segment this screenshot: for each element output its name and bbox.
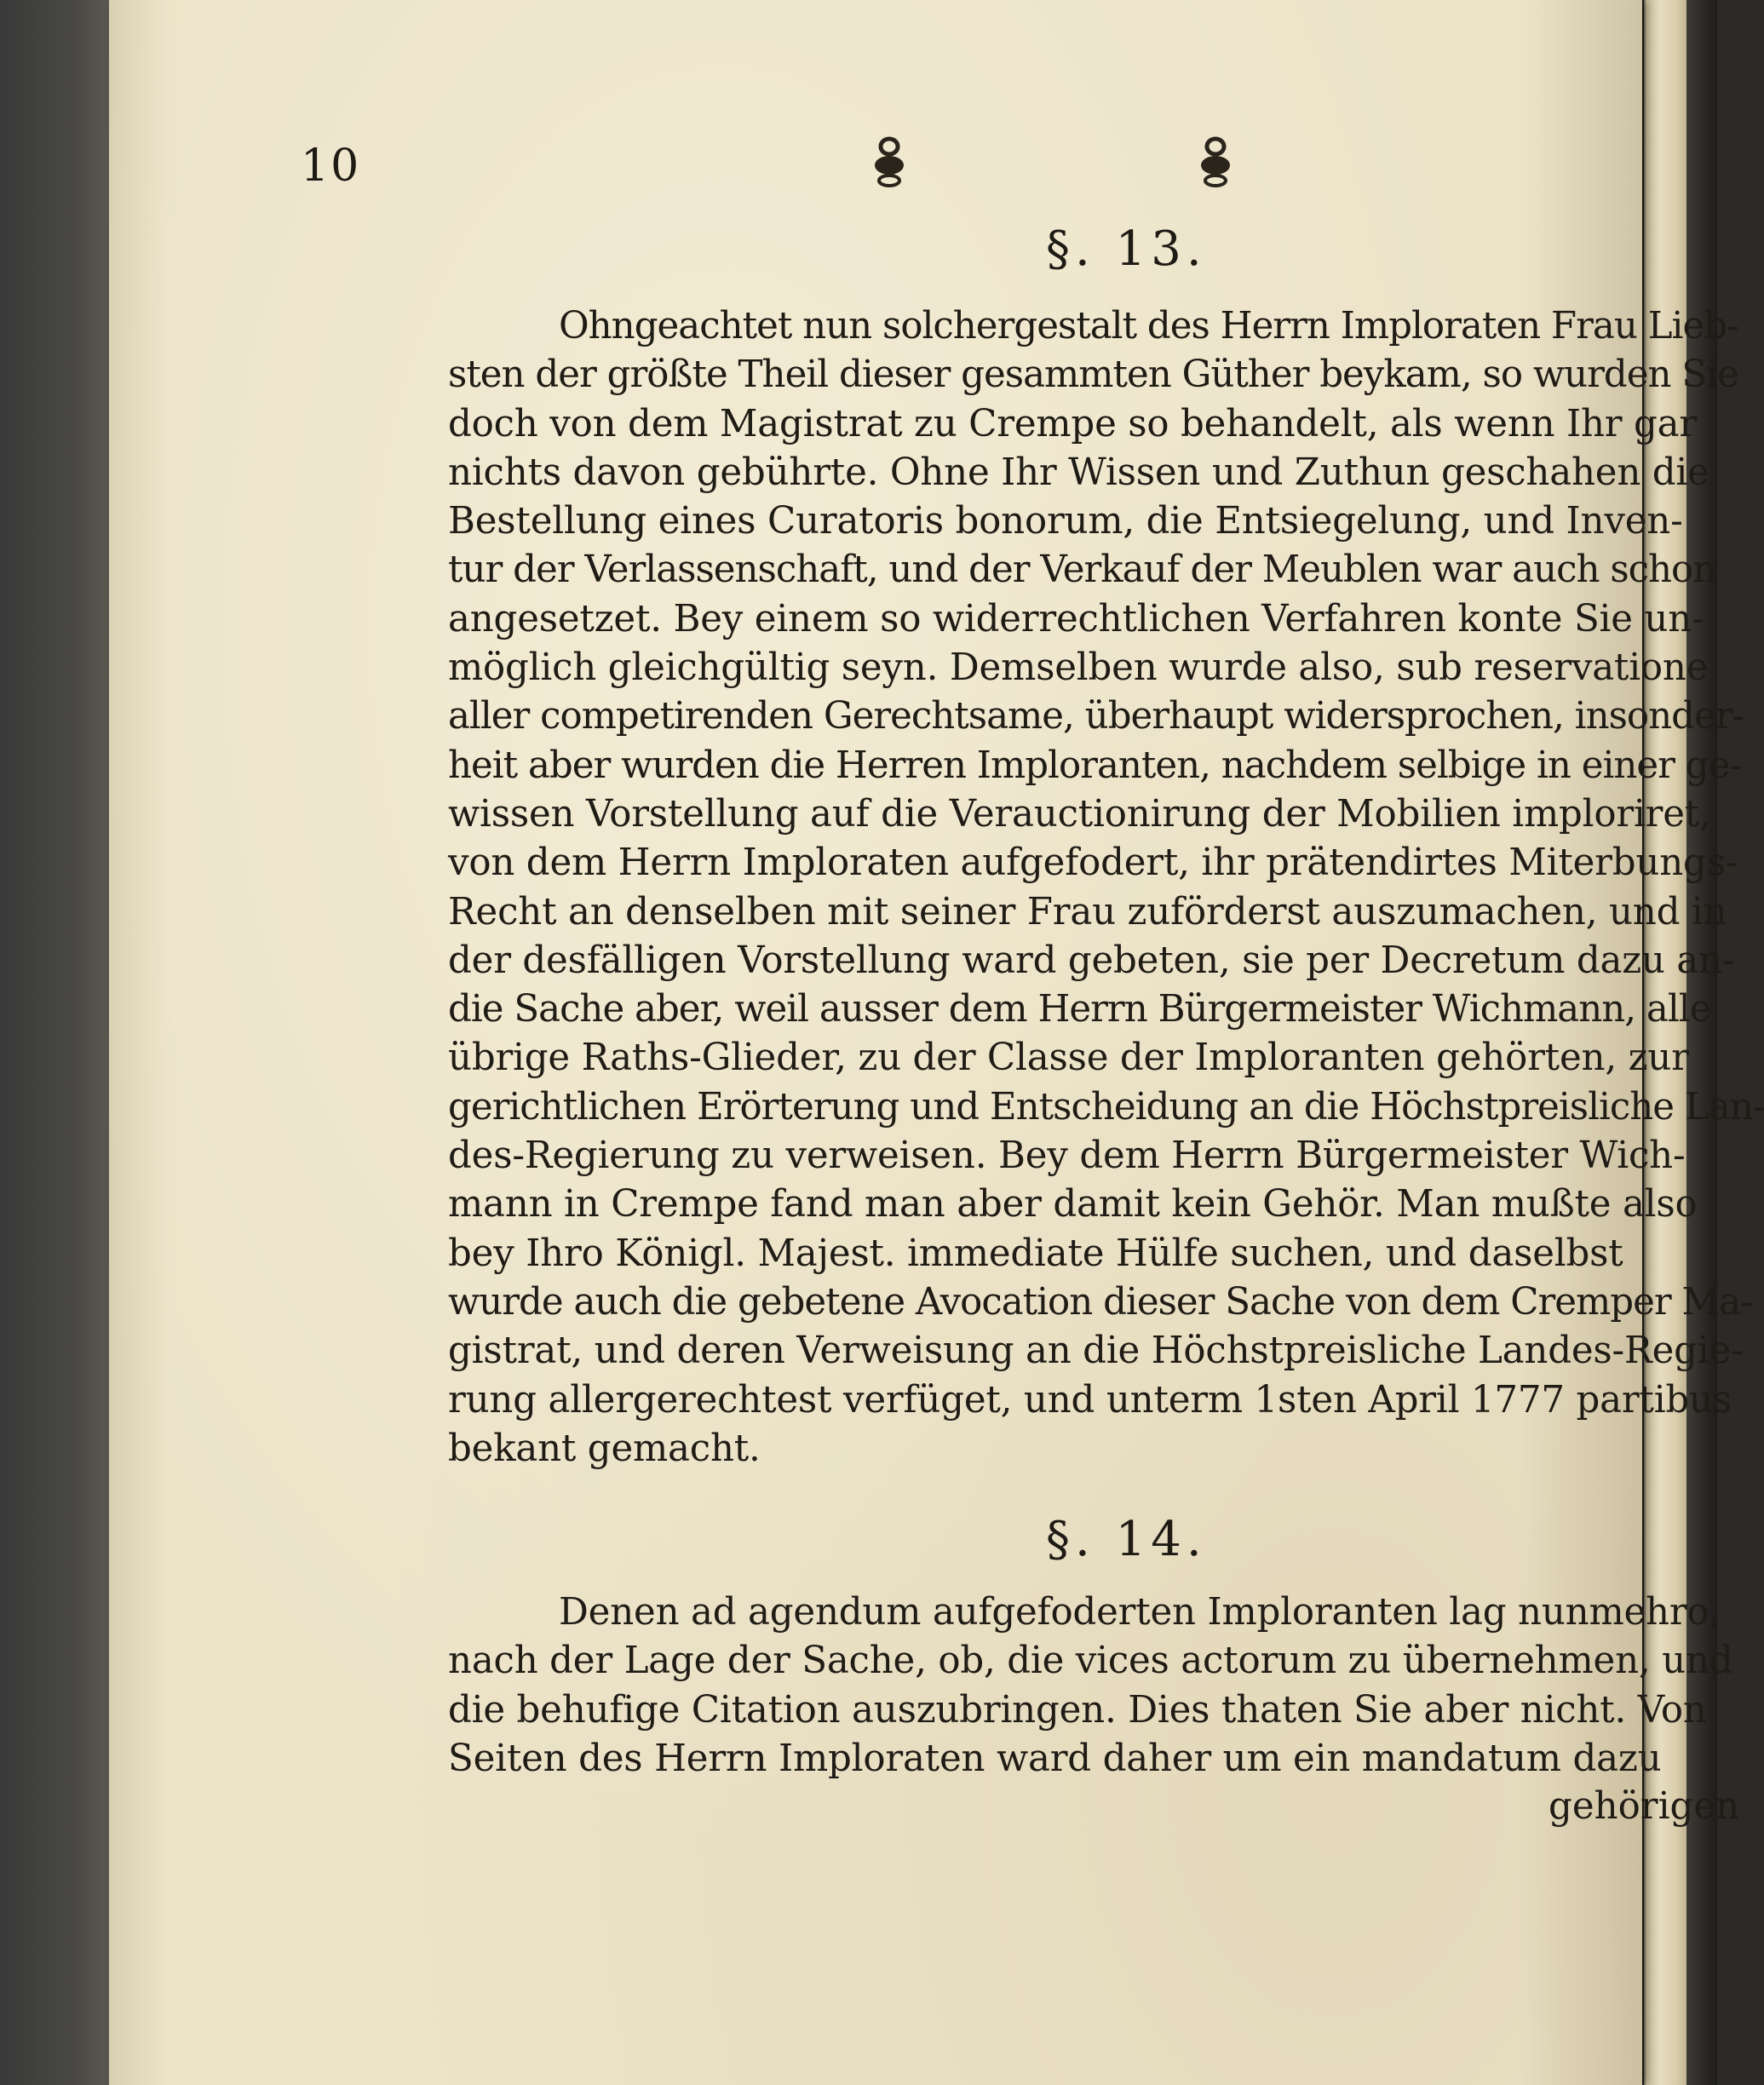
text-line: angesetzet. Bey einem so widerrechtlichen Verfahren konte Sie un-	[448, 597, 1704, 640]
text-line: Recht an denselben mit seiner Frau zuförderst auszumachen, und in	[448, 890, 1727, 933]
text-line: aller competirenden Gerechtsame, überhaupt widersprochen, insonder-	[448, 695, 1744, 738]
scan-background-left	[0, 0, 109, 2085]
text-line: Ohngeachtet nun solchergestalt des Herrn Imploraten Frau Lieb-	[559, 305, 1738, 348]
text-line: nichts davon gebührte. Ohne Ihr Wissen und Zuthun geschahen die	[448, 451, 1709, 494]
text-line: nach der Lage der Sache, ob, die vices actorum zu übernehmen, und	[448, 1640, 1733, 1683]
text-line: von dem Herrn Imploraten aufgefodert, ihr prätendirtes Miterbungs-	[448, 841, 1738, 885]
text-line: der desfälligen Vorstellung ward gebeten, sie per Decretum dazu an-	[448, 939, 1735, 982]
text-line: sten der größte Theil dieser gesammten Güther beykam, so wurden Sie	[448, 353, 1738, 397]
ornament-icon	[1196, 136, 1235, 187]
page-number: 10	[301, 141, 361, 192]
text-line: gerichtlichen Erörterung und Entscheidung an die Höchstpreisliche Lan-	[448, 1085, 1764, 1129]
text-line: übrige Raths-Glieder, zu der Classe der Imploranten gehörten, zur	[448, 1037, 1689, 1080]
text-line: Denen ad agendum aufgefoderten Imploranten lag nunmehro,	[559, 1591, 1721, 1634]
text-line: möglich gleichgültig seyn. Demselben wurde also, sub reservatione	[448, 646, 1709, 690]
catchword: gehörigen	[1549, 1785, 1740, 1828]
text-line: heit aber wurden die Herren Imploranten, nachdem selbige in einer ge-	[448, 744, 1742, 787]
text-line: Bestellung eines Curatoris bonorum, die Entsiegelung, und Inven-	[448, 500, 1683, 543]
section-14-text	[448, 1588, 1747, 1783]
text-line: mann in Crempe fand man aber damit kein Gehör. Man mußte also	[448, 1183, 1698, 1226]
section-heading-13: §. 13.	[1046, 221, 1207, 277]
text-line: die behufige Citation auszubringen. Dies thaten Sie aber nicht. Von	[448, 1688, 1707, 1732]
text-line: gistrat, und deren Verweisung an die Höchstpreisliche Landes-Regie-	[448, 1330, 1744, 1373]
text-line: die Sache aber, weil ausser dem Herrn Bürgermeister Wichmann, alle	[448, 988, 1711, 1031]
text-line: bekant gemacht.	[448, 1427, 761, 1470]
text-line: bey Ihro Königl. Majest. immediate Hülfe suchen, und daselbst	[448, 1232, 1623, 1275]
section-13-text	[448, 302, 1764, 1473]
text-line: rung allergerechtest verfüget, und unterm 1sten April 1777 partibus	[448, 1378, 1732, 1422]
text-line: des-Regierung zu verweisen. Bey dem Herrn Bürgermeister Wich-	[448, 1134, 1686, 1178]
text-line: doch von dem Magistrat zu Crempe so behandelt, als wenn Ihr gar	[448, 402, 1697, 445]
ornament-icon	[870, 136, 909, 187]
text-line: wurde auch die gebetene Avocation dieser Sache von dem Cremper Ma-	[448, 1280, 1752, 1324]
text-line: Seiten des Herrn Imploraten ward daher um ein mandatum dazu	[448, 1737, 1662, 1780]
book-page	[109, 0, 1764, 2085]
text-line: tur der Verlassenschaft, und der Verkauf der Meublen war auch schon	[448, 549, 1716, 592]
section-heading-14: §. 14.	[1046, 1512, 1207, 1567]
text-line: wissen Vorstellung auf die Verauctionirung der Mobilien imploriret,	[448, 792, 1711, 836]
